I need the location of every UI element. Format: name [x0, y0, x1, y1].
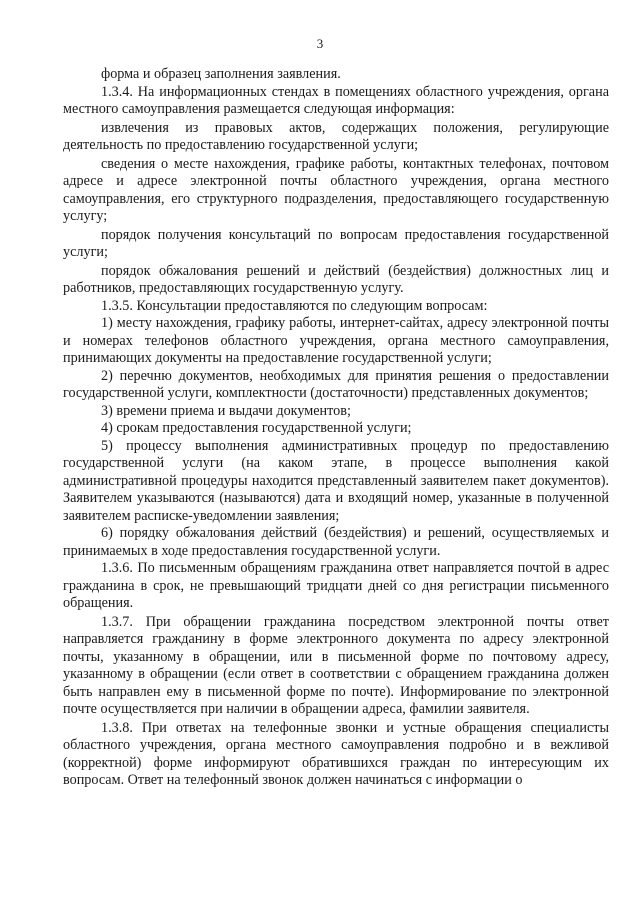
list-item-1: 1) месту нахождения, графику работы, интернет-сайтах, адресу электронной почты и номерах телефонов областного учреждения, органа местного самоуправления, принимающих документы на предоставление государственной услуги;	[63, 315, 609, 366]
paragraph-1-3-4: 1.3.4. На информационных стендах в помещениях областного учреждения, органа местного самоуправления размещается следующая информация:	[63, 83, 609, 117]
document-body	[63, 66, 609, 790]
list-item-location-info: сведения о месте нахождения, графике работы, контактных телефонах, почтовом адресе и адресе электронной почты областного учреждения, органа местного самоуправления, его структурного подразделения, предоставляющего государственную услугу;	[63, 155, 609, 224]
page-number: 3	[316, 36, 324, 51]
paragraph-1-3-7: 1.3.7. При обращении гражданина посредством электронной почты ответ направляется гражданину в форме электронного документа по адресу электронной почты, указанному в обращении, или в письменной форме по почтовому адресу, указанному в обращении (если ответ в соответствии с обращением гражданина должен быть направлен ему в письменной форме по почте). Информирование по электронной почте осуществляется при наличии в обращении адреса, фамилии заявителя.	[63, 613, 609, 717]
list-item-2: 2) перечню документов, необходимых для принятия решения о предоставлении государственной услуги, комплектности (достаточности) представленных документов;	[63, 367, 609, 401]
list-item-legal-extracts: извлечения из правовых актов, содержащих положения, регулирующие деятельность по предоставлению государственной услуги;	[63, 119, 609, 153]
paragraph: форма и образец заполнения заявления.	[101, 66, 341, 82]
list-item-appeal-order: порядок обжалования решений и действий (бездействия) должностных лиц и работников, предоставляющих государственную услугу.	[63, 262, 609, 296]
paragraph-1-3-5: 1.3.5. Консультации предоставляются по следующим вопросам:	[101, 297, 488, 314]
list-item-6: 6) порядку обжалования действий (бездействия) и решений, осуществляемых и принимаемых в ходе предоставления государственной услуги.	[63, 525, 609, 559]
list-item-3: 3) времени приема и выдачи документов;	[101, 402, 351, 419]
list-item-5: 5) процессу выполнения административных процедур по предоставлению государственной услуги (на каком этапе, в процессе выполнения какой административной процедуры находится представленный заявителем пакет документов). Заявителем указываются (называются) дата и входящий номер, указанные в полученной заявителем расписке-уведомлении заявления;	[63, 437, 609, 524]
paragraph-1-3-6: 1.3.6. По письменным обращениям гражданина ответ направляется почтой в адрес гражданина в срок, не превышающий тридцати дней со дня регистрации письменного обращения.	[63, 560, 609, 611]
list-item-consultation-order: порядок получения консультаций по вопросам предоставления государственной услуги;	[63, 226, 609, 260]
paragraph-1-3-8: 1.3.8. При ответах на телефонные звонки и устные обращения специалисты областного учреждения, органа местного самоуправления подробно и в вежливой (корректной) форме информируют обратившихся граждан по интересующим их вопросам. Ответ на телефонный звонок должен начинаться с информации о	[63, 719, 609, 788]
list-item-4: 4) срокам предоставления государственной услуги;	[101, 420, 412, 436]
